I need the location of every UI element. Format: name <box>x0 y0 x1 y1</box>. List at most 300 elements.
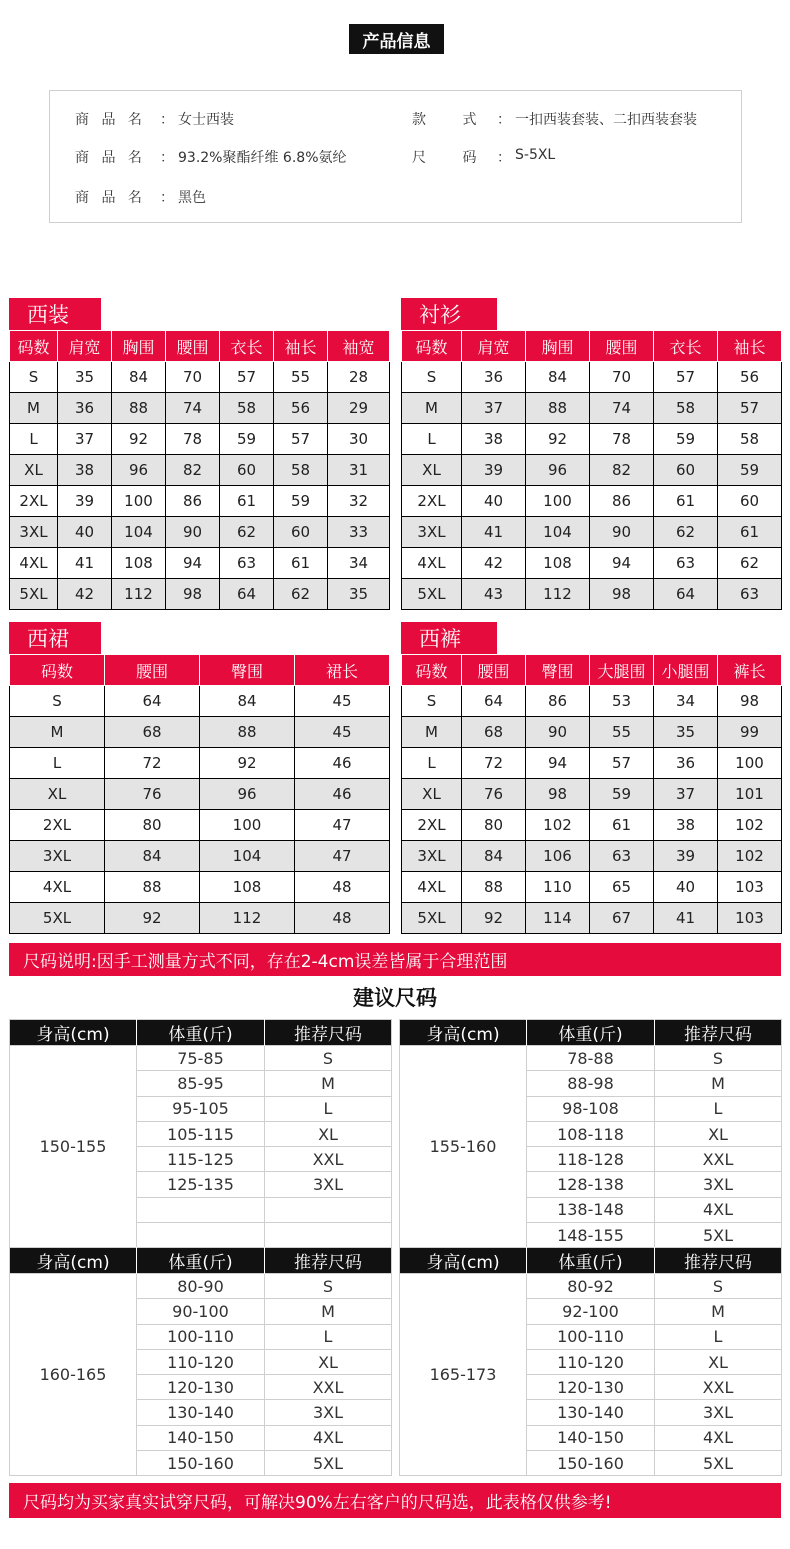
measure-cell: 60 <box>274 517 328 548</box>
measure-cell: 57 <box>590 748 654 779</box>
table-header-row <box>10 1248 392 1274</box>
measure-cell: 62 <box>654 517 718 548</box>
column-header: 身高(cm) <box>400 1020 527 1046</box>
measure-cell: 84 <box>526 362 590 393</box>
recommended-size-cell: 5XL <box>265 1451 392 1476</box>
recommend-table-160-165 <box>9 1247 392 1476</box>
recommended-size-cell <box>265 1223 392 1248</box>
measure-cell: 57 <box>274 424 328 455</box>
measure-cell: 63 <box>220 548 274 579</box>
measure-cell: 102 <box>526 810 590 841</box>
weight-range-cell: 130-140 <box>527 1400 655 1425</box>
measure-cell: 92 <box>200 748 295 779</box>
size-cell: 3XL <box>10 517 58 548</box>
measure-cell: 64 <box>105 686 200 717</box>
product-info-box <box>49 90 742 223</box>
suit-title: 西装 <box>9 298 101 330</box>
size-cell: 4XL <box>402 548 462 579</box>
weight-range-cell: 80-90 <box>137 1274 265 1299</box>
measure-cell: 62 <box>220 517 274 548</box>
size-cell: XL <box>402 455 462 486</box>
measure-cell: 45 <box>295 717 390 748</box>
size-cell: 5XL <box>10 903 105 934</box>
measure-cell: 40 <box>654 872 718 903</box>
weight-range-cell: 98-108 <box>527 1096 655 1121</box>
measure-cell: 42 <box>462 548 526 579</box>
measure-cell: 41 <box>462 517 526 548</box>
weight-range-cell: 108-118 <box>527 1121 655 1146</box>
measure-cell: 58 <box>718 424 782 455</box>
measure-cell: 103 <box>718 872 782 903</box>
measure-cell: 47 <box>295 841 390 872</box>
recommended-size-cell: 3XL <box>655 1172 782 1197</box>
size-cell: 3XL <box>402 841 462 872</box>
weight-range-cell: 128-138 <box>527 1172 655 1197</box>
skirt-size-table <box>9 654 390 934</box>
size-cell: 2XL <box>402 810 462 841</box>
measure-cell: 112 <box>200 903 295 934</box>
measure-cell: 102 <box>718 841 782 872</box>
recommended-size-cell: XL <box>655 1121 782 1146</box>
table-header-row <box>402 655 782 686</box>
column-header: 体重(斤) <box>137 1020 265 1046</box>
measure-cell: 30 <box>328 424 390 455</box>
weight-range-cell: 148-155 <box>527 1223 655 1248</box>
measure-cell: 37 <box>654 779 718 810</box>
recommend-title: 建议尺码 <box>353 986 437 1010</box>
column-header: 大腿围 <box>590 655 654 686</box>
size-cell: 5XL <box>402 579 462 610</box>
size-cell: M <box>10 393 58 424</box>
size-cell: S <box>10 686 105 717</box>
shirt-title: 衬衫 <box>401 298 497 330</box>
measure-cell: 104 <box>112 517 166 548</box>
recommended-size-cell: 4XL <box>655 1197 782 1222</box>
measure-cell: 108 <box>112 548 166 579</box>
measure-cell: 42 <box>58 579 112 610</box>
measure-cell: 110 <box>526 872 590 903</box>
info-colon: ： <box>497 150 511 166</box>
measure-cell: 76 <box>462 779 526 810</box>
recommended-size-cell: S <box>655 1274 782 1299</box>
measure-cell: 56 <box>274 393 328 424</box>
table-row <box>10 841 390 872</box>
recommended-size-cell: 5XL <box>655 1223 782 1248</box>
measure-cell: 35 <box>328 579 390 610</box>
measure-cell: 99 <box>718 717 782 748</box>
measure-cell: 94 <box>526 748 590 779</box>
column-header: 推荐尺码 <box>265 1020 392 1046</box>
column-header: 推荐尺码 <box>265 1248 392 1274</box>
measure-cell: 62 <box>718 548 782 579</box>
measure-cell: 33 <box>328 517 390 548</box>
weight-range-cell: 140-150 <box>527 1425 655 1450</box>
column-header: 身高(cm) <box>10 1248 137 1274</box>
info-label: 尺 码 <box>412 150 477 166</box>
measure-cell: 108 <box>526 548 590 579</box>
column-header: 腰围 <box>166 331 220 362</box>
column-header: 码数 <box>10 331 58 362</box>
measure-cell: 55 <box>274 362 328 393</box>
column-header: 推荐尺码 <box>655 1020 782 1046</box>
measure-cell: 114 <box>526 903 590 934</box>
measure-cell: 38 <box>462 424 526 455</box>
info-colon: ： <box>160 112 174 128</box>
measure-cell: 88 <box>526 393 590 424</box>
measure-cell: 92 <box>105 903 200 934</box>
table-row <box>402 748 782 779</box>
measure-cell: 68 <box>105 717 200 748</box>
column-header: 臀围 <box>200 655 295 686</box>
measure-cell: 100 <box>200 810 295 841</box>
table-row <box>10 717 390 748</box>
measure-cell: 35 <box>58 362 112 393</box>
measure-cell: 106 <box>526 841 590 872</box>
measure-cell: 90 <box>526 717 590 748</box>
size-cell: XL <box>10 779 105 810</box>
table-row <box>400 1046 782 1071</box>
weight-range-cell: 118-128 <box>527 1147 655 1172</box>
table-row <box>402 424 782 455</box>
table-header-row <box>400 1248 782 1274</box>
table-header-row <box>402 331 782 362</box>
size-cell: 4XL <box>402 872 462 903</box>
recommended-size-cell: 4XL <box>265 1425 392 1450</box>
measure-cell: 104 <box>526 517 590 548</box>
column-header: 衣长 <box>654 331 718 362</box>
measure-cell: 57 <box>654 362 718 393</box>
size-cell: L <box>402 424 462 455</box>
info-colon: ： <box>160 150 174 166</box>
size-cell: M <box>402 717 462 748</box>
size-cell: S <box>10 362 58 393</box>
measure-cell: 35 <box>654 717 718 748</box>
weight-range-cell: 130-140 <box>137 1400 265 1425</box>
size-cell: M <box>10 717 105 748</box>
table-row <box>10 810 390 841</box>
measure-cell: 60 <box>718 486 782 517</box>
measure-cell: 61 <box>590 810 654 841</box>
measure-cell: 28 <box>328 362 390 393</box>
fit-note-banner: 尺码均为买家真实试穿尺码，可解决90%左右客户的尺码选，此表格仅供参考! <box>9 1483 781 1518</box>
measure-cell: 34 <box>654 686 718 717</box>
page-title: 产品信息 <box>349 24 444 54</box>
recommended-size-cell: XL <box>265 1349 392 1374</box>
recommended-size-cell: XXL <box>655 1375 782 1400</box>
info-colon: ： <box>497 112 511 128</box>
weight-range-cell: 85-95 <box>137 1071 265 1096</box>
table-row <box>402 517 782 548</box>
weight-range-cell: 110-120 <box>527 1349 655 1374</box>
measure-cell: 48 <box>295 903 390 934</box>
measure-cell: 64 <box>654 579 718 610</box>
recommended-size-cell: XL <box>265 1121 392 1146</box>
weight-range-cell: 150-160 <box>137 1451 265 1476</box>
measure-cell: 32 <box>328 486 390 517</box>
info-value: 93.2%聚酯纤维 6.8%氨纶 <box>178 150 347 166</box>
recommended-size-cell: M <box>655 1299 782 1324</box>
weight-range-cell: 138-148 <box>527 1197 655 1222</box>
table-row <box>402 779 782 810</box>
info-label: 商 品 名 <box>75 190 146 206</box>
column-header: 身高(cm) <box>10 1020 137 1046</box>
weight-range-cell: 80-92 <box>527 1274 655 1299</box>
recommended-size-cell: M <box>265 1071 392 1096</box>
measure-cell: 39 <box>462 455 526 486</box>
recommended-size-cell: L <box>265 1096 392 1121</box>
height-range-cell: 160-165 <box>10 1274 137 1476</box>
measure-cell: 63 <box>718 579 782 610</box>
weight-range-cell <box>137 1223 265 1248</box>
measure-cell: 59 <box>718 455 782 486</box>
weight-range-cell: 92-100 <box>527 1299 655 1324</box>
measure-cell: 76 <box>105 779 200 810</box>
info-row-size <box>412 147 555 167</box>
size-note-banner: 尺码说明:因手工测量方式不同，存在2-4cm误差皆属于合理范围 <box>9 943 781 976</box>
column-header: 袖长 <box>718 331 782 362</box>
measure-cell: 64 <box>462 686 526 717</box>
recommended-size-cell: L <box>265 1324 392 1349</box>
size-cell: L <box>10 748 105 779</box>
skirt-title: 西裙 <box>9 622 101 654</box>
measure-cell: 59 <box>590 779 654 810</box>
weight-range-cell: 100-110 <box>527 1324 655 1349</box>
measure-cell: 94 <box>590 548 654 579</box>
size-cell: M <box>402 393 462 424</box>
table-header-row <box>10 1020 392 1046</box>
column-header: 腰围 <box>105 655 200 686</box>
weight-range-cell: 125-135 <box>137 1172 265 1197</box>
measure-cell: 34 <box>328 548 390 579</box>
measure-cell: 58 <box>274 455 328 486</box>
column-header: 裤长 <box>718 655 782 686</box>
measure-cell: 67 <box>590 903 654 934</box>
measure-cell: 57 <box>220 362 274 393</box>
measure-cell: 61 <box>220 486 274 517</box>
size-cell: 4XL <box>10 548 58 579</box>
weight-range-cell: 90-100 <box>137 1299 265 1324</box>
measure-cell: 48 <box>295 872 390 903</box>
measure-cell: 61 <box>654 486 718 517</box>
measure-cell: 108 <box>200 872 295 903</box>
measure-cell: 37 <box>462 393 526 424</box>
recommended-size-cell: 4XL <box>655 1425 782 1450</box>
size-cell: 4XL <box>10 872 105 903</box>
measure-cell: 68 <box>462 717 526 748</box>
column-header: 推荐尺码 <box>655 1248 782 1274</box>
column-header: 肩宽 <box>462 331 526 362</box>
column-header: 小腿围 <box>654 655 718 686</box>
table-row <box>10 455 390 486</box>
weight-range-cell: 120-130 <box>137 1375 265 1400</box>
info-label: 商 品 名 <box>75 112 146 128</box>
measure-cell: 72 <box>462 748 526 779</box>
size-cell: 3XL <box>402 517 462 548</box>
weight-range-cell: 140-150 <box>137 1425 265 1450</box>
recommended-size-cell: M <box>265 1299 392 1324</box>
measure-cell: 92 <box>526 424 590 455</box>
weight-range-cell: 78-88 <box>527 1046 655 1071</box>
measure-cell: 90 <box>166 517 220 548</box>
pants-title: 西裤 <box>401 622 497 654</box>
measure-cell: 98 <box>718 686 782 717</box>
measure-cell: 98 <box>166 579 220 610</box>
measure-cell: 59 <box>654 424 718 455</box>
measure-cell: 38 <box>58 455 112 486</box>
measure-cell: 96 <box>200 779 295 810</box>
column-header: 衣长 <box>220 331 274 362</box>
height-range-cell: 150-155 <box>10 1046 137 1248</box>
table-row <box>400 1274 782 1299</box>
measure-cell: 47 <box>295 810 390 841</box>
measure-cell: 61 <box>718 517 782 548</box>
weight-range-cell: 120-130 <box>527 1375 655 1400</box>
measure-cell: 94 <box>166 548 220 579</box>
measure-cell: 60 <box>220 455 274 486</box>
column-header: 腰围 <box>590 331 654 362</box>
measure-cell: 101 <box>718 779 782 810</box>
measure-cell: 112 <box>112 579 166 610</box>
measure-cell: 58 <box>654 393 718 424</box>
measure-cell: 92 <box>112 424 166 455</box>
weight-range-cell: 95-105 <box>137 1096 265 1121</box>
measure-cell: 41 <box>654 903 718 934</box>
size-cell: XL <box>10 455 58 486</box>
table-row <box>402 548 782 579</box>
measure-cell: 63 <box>654 548 718 579</box>
column-header: 胸围 <box>526 331 590 362</box>
measure-cell: 102 <box>718 810 782 841</box>
info-value: S-5XL <box>515 147 556 163</box>
measure-cell: 80 <box>462 810 526 841</box>
measure-cell: 46 <box>295 748 390 779</box>
measure-cell: 40 <box>58 517 112 548</box>
column-header: 胸围 <box>112 331 166 362</box>
info-row-color <box>75 187 206 207</box>
measure-cell: 86 <box>590 486 654 517</box>
column-header: 腰围 <box>462 655 526 686</box>
column-header: 体重(斤) <box>527 1248 655 1274</box>
table-row <box>10 1046 392 1071</box>
measure-cell: 59 <box>220 424 274 455</box>
measure-cell: 40 <box>462 486 526 517</box>
table-header-row <box>10 331 390 362</box>
table-row <box>402 486 782 517</box>
measure-cell: 46 <box>295 779 390 810</box>
measure-cell: 38 <box>654 810 718 841</box>
info-colon: ： <box>160 190 174 206</box>
measure-cell: 70 <box>166 362 220 393</box>
measure-cell: 84 <box>462 841 526 872</box>
info-value: 黑色 <box>178 190 206 206</box>
suit-size-table <box>9 330 390 610</box>
weight-range-cell: 115-125 <box>137 1147 265 1172</box>
measure-cell: 65 <box>590 872 654 903</box>
size-cell: S <box>402 686 462 717</box>
measure-cell: 58 <box>220 393 274 424</box>
table-row <box>10 362 390 393</box>
measure-cell: 82 <box>166 455 220 486</box>
measure-cell: 84 <box>200 686 295 717</box>
column-header: 码数 <box>402 331 462 362</box>
table-row <box>402 841 782 872</box>
measure-cell: 78 <box>166 424 220 455</box>
measure-cell: 100 <box>526 486 590 517</box>
measure-cell: 45 <box>295 686 390 717</box>
measure-cell: 72 <box>105 748 200 779</box>
recommended-size-cell: 3XL <box>265 1400 392 1425</box>
size-cell: S <box>402 362 462 393</box>
size-cell: XL <box>402 779 462 810</box>
recommend-table-155-160 <box>399 1019 782 1248</box>
table-row <box>402 903 782 934</box>
measure-cell: 37 <box>58 424 112 455</box>
recommended-size-cell: XL <box>655 1349 782 1374</box>
measure-cell: 84 <box>105 841 200 872</box>
measure-cell: 80 <box>105 810 200 841</box>
size-cell: 2XL <box>10 810 105 841</box>
measure-cell: 43 <box>462 579 526 610</box>
recommended-size-cell: S <box>655 1046 782 1071</box>
measure-cell: 88 <box>112 393 166 424</box>
table-row <box>402 872 782 903</box>
measure-cell: 98 <box>526 779 590 810</box>
table-row <box>10 517 390 548</box>
size-cell: L <box>402 748 462 779</box>
column-header: 体重(斤) <box>137 1248 265 1274</box>
measure-cell: 29 <box>328 393 390 424</box>
recommended-size-cell: XXL <box>265 1147 392 1172</box>
measure-cell: 88 <box>200 717 295 748</box>
shirt-size-table <box>401 330 782 610</box>
recommended-size-cell: L <box>655 1096 782 1121</box>
column-header: 码数 <box>10 655 105 686</box>
measure-cell: 55 <box>590 717 654 748</box>
info-row-material <box>75 147 347 167</box>
table-row <box>402 686 782 717</box>
recommended-size-cell: L <box>655 1324 782 1349</box>
info-row-style <box>412 109 697 129</box>
column-header: 身高(cm) <box>400 1248 527 1274</box>
measure-cell: 82 <box>590 455 654 486</box>
info-label: 款 式 <box>412 112 477 128</box>
measure-cell: 90 <box>590 517 654 548</box>
table-row <box>10 486 390 517</box>
measure-cell: 39 <box>58 486 112 517</box>
measure-cell: 112 <box>526 579 590 610</box>
recommended-size-cell: M <box>655 1071 782 1096</box>
table-row <box>10 393 390 424</box>
table-header-row <box>10 655 390 686</box>
table-row <box>10 579 390 610</box>
table-row <box>10 424 390 455</box>
table-row <box>10 872 390 903</box>
column-header: 袖长 <box>274 331 328 362</box>
column-header: 肩宽 <box>58 331 112 362</box>
table-row <box>402 579 782 610</box>
measure-cell: 57 <box>718 393 782 424</box>
measure-cell: 60 <box>654 455 718 486</box>
measure-cell: 103 <box>718 903 782 934</box>
weight-range-cell: 100-110 <box>137 1324 265 1349</box>
weight-range-cell: 105-115 <box>137 1121 265 1146</box>
measure-cell: 96 <box>526 455 590 486</box>
weight-range-cell: 88-98 <box>527 1071 655 1096</box>
table-row <box>10 779 390 810</box>
measure-cell: 88 <box>105 872 200 903</box>
table-row <box>10 548 390 579</box>
measure-cell: 88 <box>462 872 526 903</box>
